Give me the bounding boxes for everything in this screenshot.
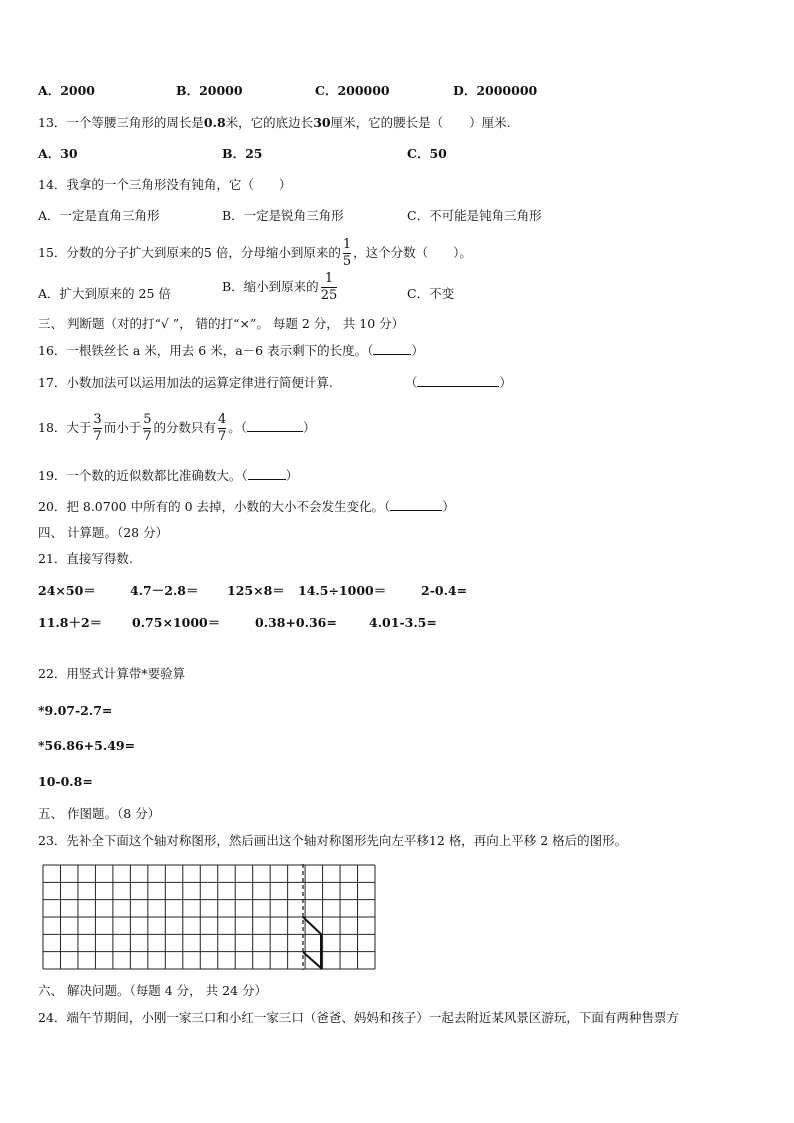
q13-option-c: C．50 [407,146,447,161]
calc-item: 24×50＝ [38,583,96,598]
answer-blank[interactable] [373,342,411,355]
question-24: 24．端午节期间，小刚一家三口和小红一家三口（爸爸、妈妈和孩子）一起去附近某风景区游玩，下面有两种售票方 [38,1010,679,1025]
q12-option-c: C．200000 [315,83,390,98]
question-17: 17．小数加法可以运用加法的运算定律进行简便计算. （ ） [38,375,512,390]
question-18: 18．大于 $\frac{3}{7}$ 而小于 $\frac{5}{7}$ 的分数只有 $\frac{4}{7}$ 。（ ） [38,412,316,444]
calc-item: 4.01-3.5= [369,615,437,630]
question-16: 16．一根铁丝长 a 米，用去 6 米，a－6 表示剩下的长度。（ ） [38,343,424,358]
answer-blank[interactable] [247,419,303,432]
question-21: 21．直接写得数. [38,551,133,566]
q13-option-a: A．30 [38,146,78,161]
half-shape [303,917,321,968]
vertical-calc-item: *9.07-2.7= [38,703,113,718]
calc-item: 0.75×1000＝ [132,615,221,630]
calc-item: 4.7－2.8＝ [130,583,199,598]
calc-item: 0.38+0.36= [255,615,337,630]
q13-option-b: B．25 [222,146,263,161]
q12-option-d: D．2000000 [453,83,538,98]
grid-svg [42,864,376,970]
section-3-heading: 三、 判断题（对的打“√ ”， 错的打“×”。 每题 2 分， 共 10 分） [38,316,405,331]
vertical-calc-item: *56.86+5.49= [38,738,136,753]
calc-item: 14.5÷1000＝ [298,583,387,598]
q14-option-b: B．一定是锐角三角形 [222,208,344,223]
question-22: 22．用竖式计算带*要验算 [38,666,186,681]
fraction-one-25th: $\frac{1}{25}$ [320,271,338,303]
calc-item: 2-0.4= [421,583,468,598]
question-19: 19．一个数的近似数都比准确数大。（ ） [38,468,299,483]
question-20: 20．把 8.0700 中所有的 0 去掉，小数的大小不会发生变化。（ ） [38,499,455,514]
q14-option-c: C．不可能是钝角三角形 [407,208,542,223]
q15-option-c: C．不变 [407,286,455,301]
vertical-calc-item: 10-0.8= [38,774,93,789]
drawing-grid[interactable] [42,864,376,973]
section-5-heading: 五、 作图题。（8 分） [38,806,161,821]
fraction-one-fifth: $\frac{1}{5}$ [342,237,352,269]
q12-option-b: B．20000 [176,83,243,98]
q14-option-a: A．一定是直角三角形 [38,208,160,223]
q15-option-a: A．扩大到原来的 25 倍 [38,286,171,301]
answer-blank[interactable] [248,467,286,480]
calc-item: 125×8＝ [227,583,285,598]
q12-option-a: A．2000 [38,83,95,98]
answer-blank[interactable] [390,498,442,511]
fraction-4-7: $\frac{4}{7}$ [218,412,227,444]
answer-blank[interactable] [417,374,499,387]
question-23: 23．先补全下面这个轴对称图形，然后画出这个轴对称图形先向左平移12 格，再向上平移 2 格后的图形。 [38,833,628,848]
question-13: 13．一个等腰三角形的周长是0.8米，它的底边长30厘米，它的腰长是（ ）厘米. [38,115,511,130]
fraction-3-7: $\frac{3}{7}$ [93,412,102,444]
section-6-heading: 六、 解决问题。（每题 4 分， 共 24 分） [38,983,267,998]
fraction-5-7: $\frac{5}{7}$ [143,412,152,444]
calc-item: 11.8＋2＝ [38,615,103,630]
question-14: 14．我拿的一个三角形没有钝角，它（ ） [38,177,292,192]
q15-option-b: B．缩小到原来的 $\frac{1}{25}$ [222,271,338,303]
question-15: 15．分数的分子扩大到原来的5 倍，分母缩小到原来的 $\frac{1}{5}$ ，这个分数（ ）。 [38,237,472,269]
section-4-heading: 四、 计算题。（28 分） [38,525,169,540]
